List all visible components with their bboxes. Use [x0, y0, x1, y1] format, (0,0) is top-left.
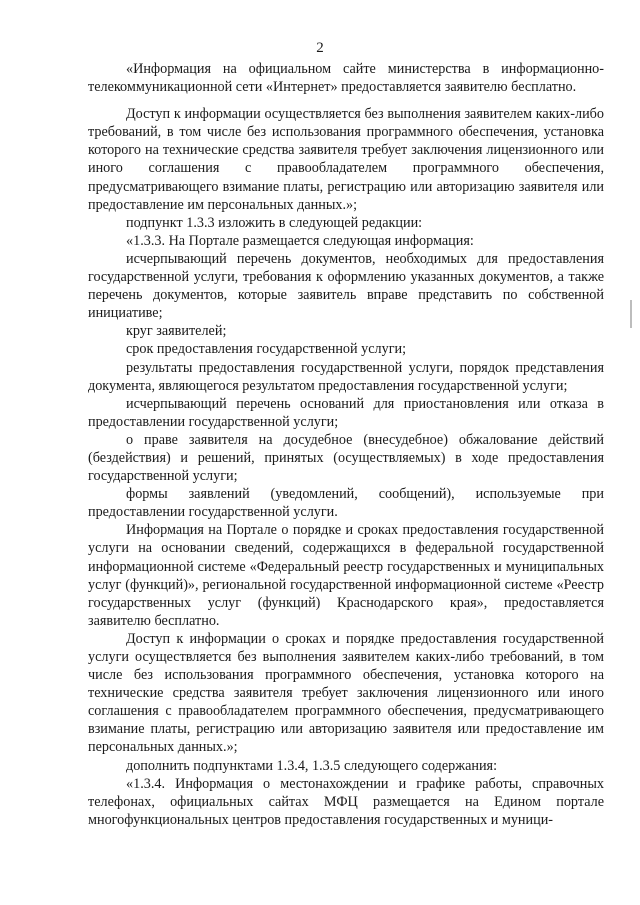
list-item-appeal-right: о праве заявителя на досудебное (внесудебное) обжалование действий (бездействия) и решений, принятых (осуществляемых) в ходе предоставления государственной услуги;: [88, 431, 604, 485]
paragraph-1-3-4: «1.3.4. Информация о местонахождении и графике работы, справочных телефонах, официальных сайтах МФЦ размещается на Едином портале многофункциональных центров предоставления государственных и муници-: [88, 775, 604, 828]
paragraph-access-portal-info: Доступ к информации о сроках и порядке предоставления государственной услуги осуществляется без выполнения заявителем каких-либо требований, в том числе без использования программного обеспечения, установка которого на технические средства заявителя требует заключения лицензионного или иного соглашения с правообладателем программного обеспечения, предусматривающего взимание платы, регистрацию или авторизацию заявителя или предоставление им персональных данных.»;: [88, 630, 604, 756]
list-item-term: срок предоставления государственной услуги;: [126, 341, 407, 358]
list-item-applicants: круг заявителей;: [126, 323, 227, 340]
paragraph-1-3-3-heading: «1.3.3. На Портале размещается следующая информация:: [126, 232, 474, 249]
paragraph-portal-info: Информация на Портале о порядке и сроках предоставления государственной услуги на основании сведений, содержащихся в федеральной государственной информационной системе «Федеральный реестр государственных и муниципальных услуг (функций)», региональной государственной информационной системе «Реестр государственных услуг (функций) Краснодарского края», предоставляется заявителю бесплатно.: [88, 522, 604, 629]
paragraph-access-site-info: Доступ к информации осуществляется без выполнения заявителем каких-либо требований, в том числе без использования программного обеспечения, установка которого на технические средства заявителя требует заключения лицензионного или иного соглашения с правообладателем программного обеспечения, предусматривающего взимание платы, регистрацию или авторизацию заявителя или предоставление им персональных данных.»;: [88, 106, 604, 213]
list-item-documents: исчерпывающий перечень документов, необходимых для предоставления государственной услуги, требования к оформлению указанных документов, а также перечень документов, которые заявитель вправе представить по собственной инициативе;: [88, 250, 604, 322]
scan-margin-mark: [630, 300, 632, 328]
paragraph-add-subclauses: дополнить подпунктами 1.3.4, 1.3.5 следующего содержания:: [126, 757, 498, 774]
list-item-refusal-grounds: исчерпывающий перечень оснований для приостановления или отказа в предоставлении государственной услуги;: [88, 395, 604, 430]
page-number: 2: [316, 40, 324, 56]
list-item-results: результаты предоставления государственной услуги, порядок представления документа, являющегося результатом предоставления государственной услуги;: [88, 359, 604, 394]
paragraph-subclause-1-3-3-intro: подпункт 1.3.3 изложить в следующей редакции:: [126, 214, 423, 231]
list-item-forms: формы заявлений (уведомлений, сообщений), используемые при предоставлении государственной услуги.: [88, 486, 604, 521]
paragraph-info-ministry-site: «Информация на официальном сайте министерства в информационно-телекоммуникационной сети «Интернет» предоставляется заявителю бесплатно.: [88, 61, 604, 96]
document-body: [88, 60, 604, 829]
